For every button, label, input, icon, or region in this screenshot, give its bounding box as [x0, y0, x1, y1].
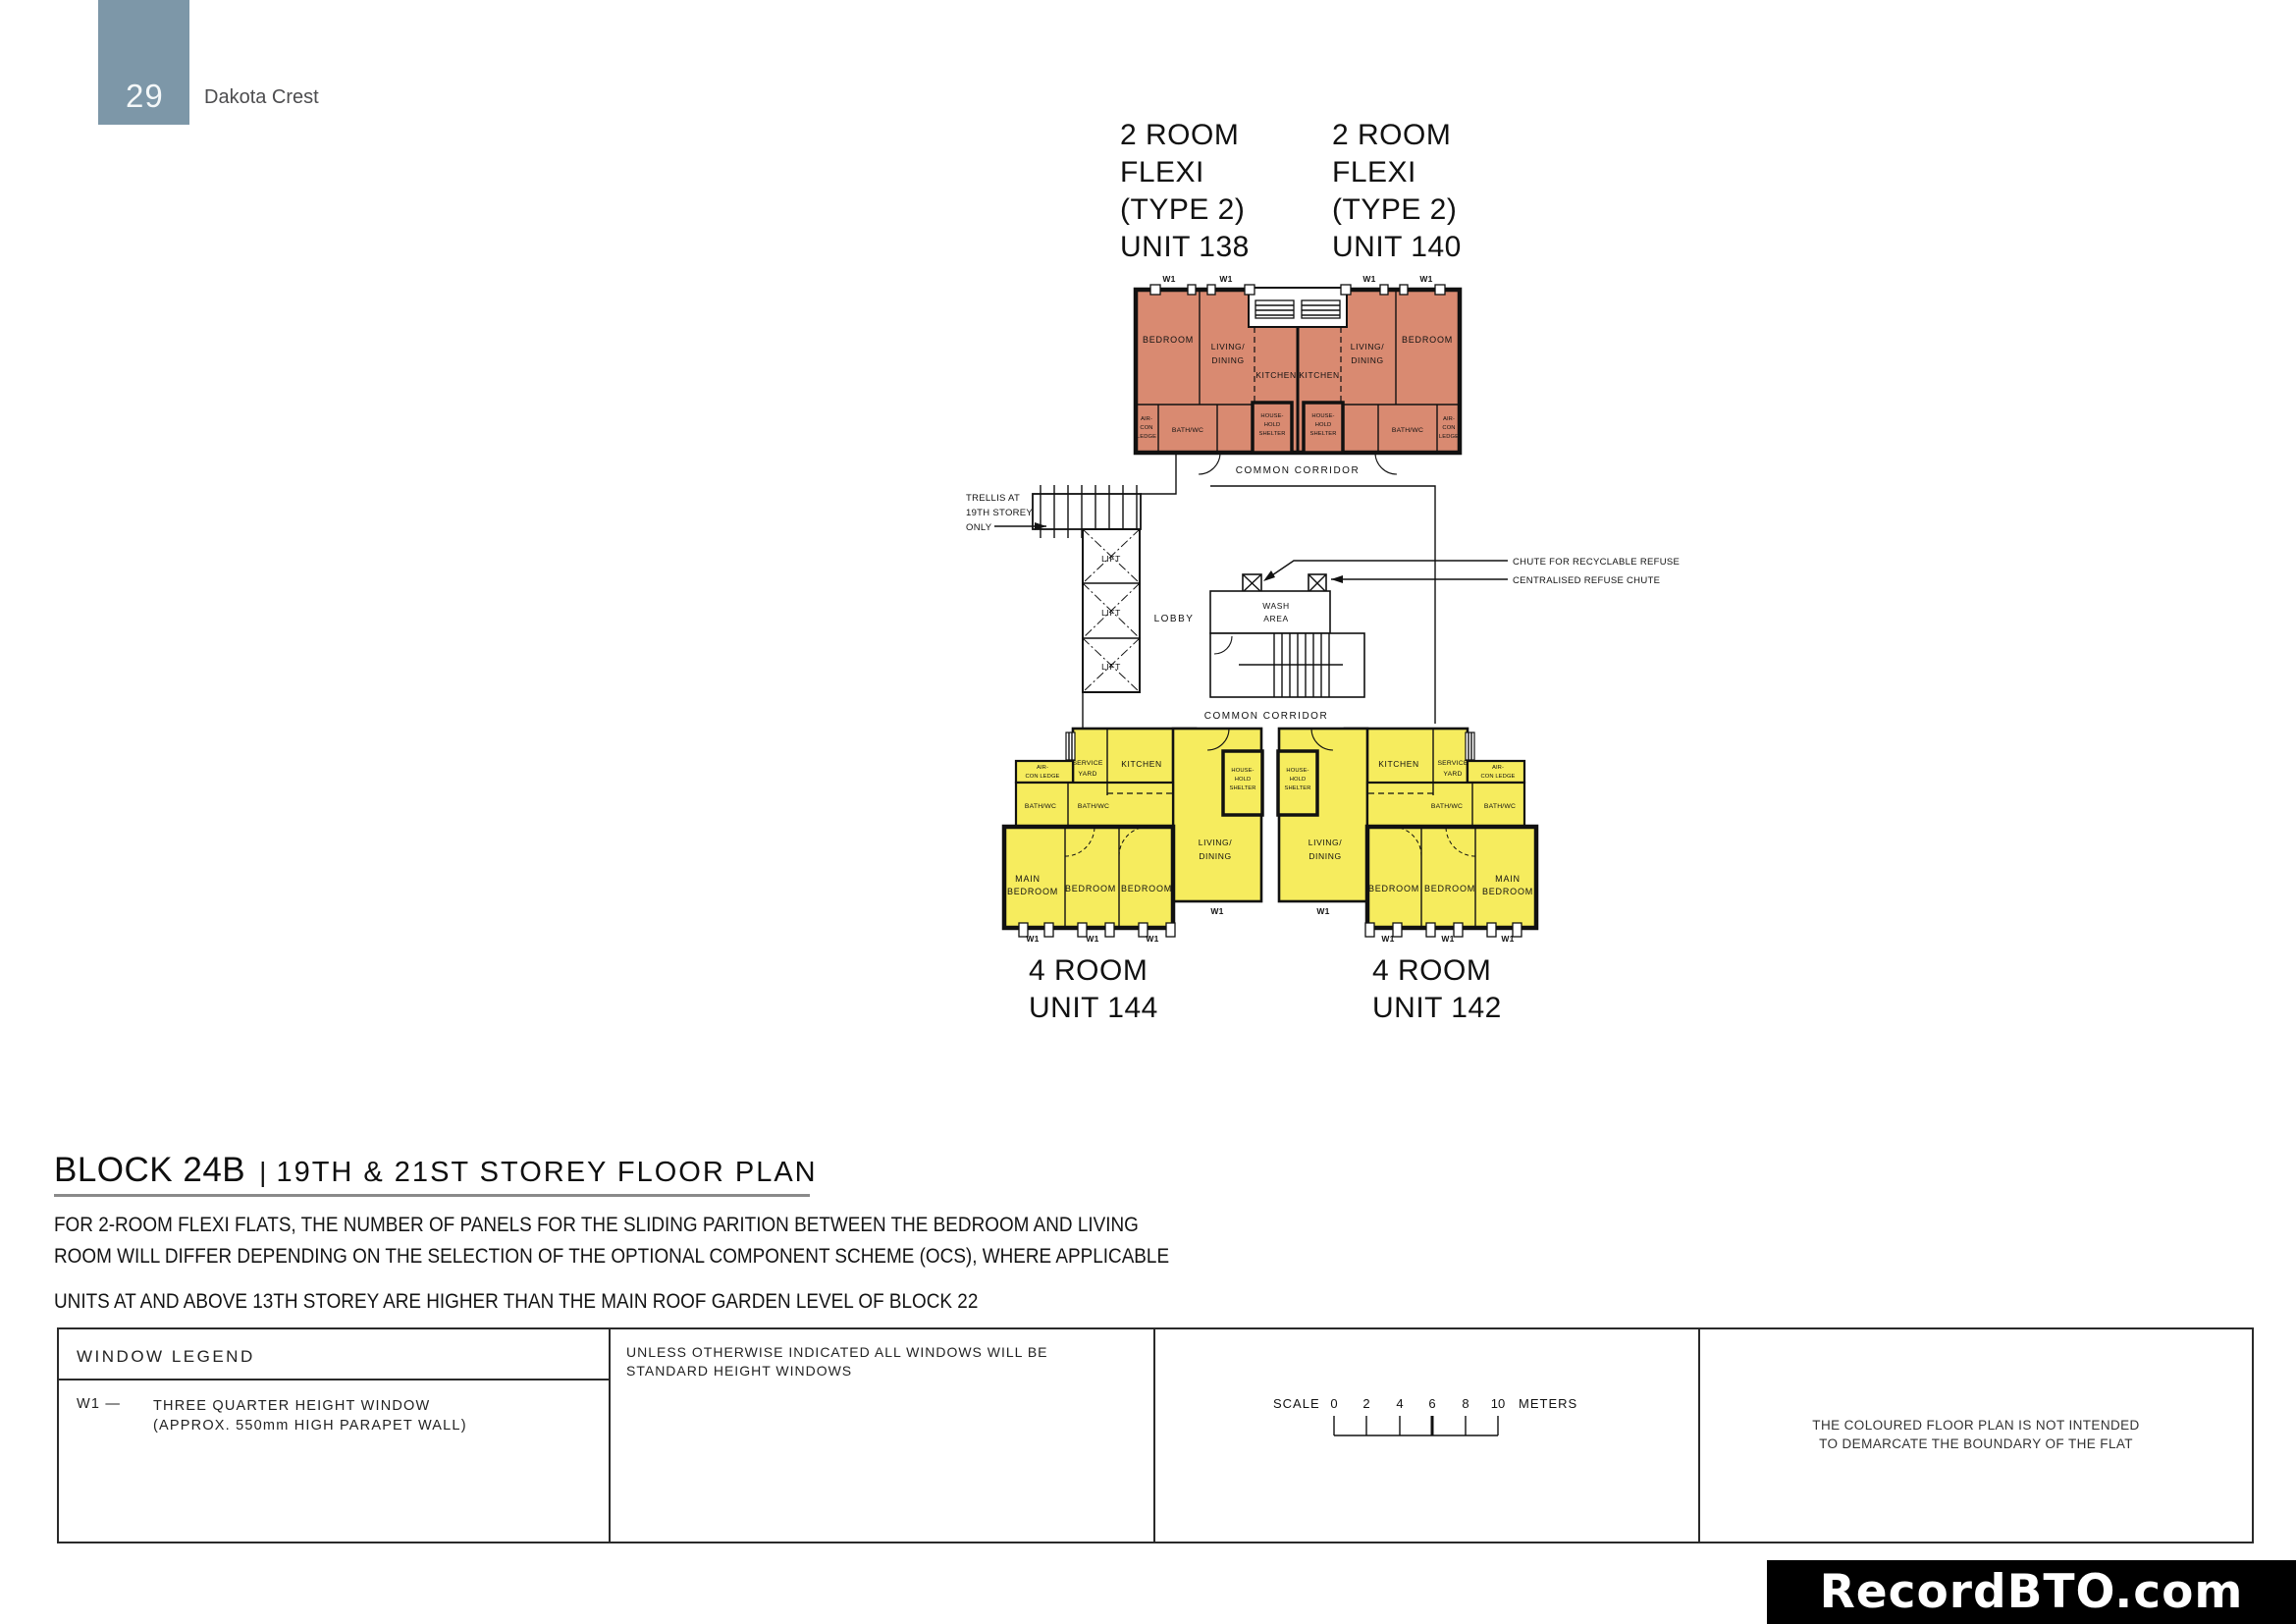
svg-text:SERVICE: SERVICE	[1437, 760, 1468, 767]
svg-text:AREA: AREA	[1263, 614, 1289, 623]
svg-text:ONLY: ONLY	[966, 522, 992, 533]
project-name: Dakota Crest	[204, 86, 319, 108]
block-title: BLOCK 24B	[54, 1151, 246, 1189]
svg-text:UNIT 140: UNIT 140	[1332, 231, 1462, 263]
svg-text:HOUSE-: HOUSE-	[1260, 413, 1284, 419]
unit-142-label	[1372, 954, 1502, 1024]
svg-text:W1: W1	[1381, 934, 1395, 944]
svg-text:KITCHEN: KITCHEN	[1378, 759, 1419, 769]
svg-text:CON LEDGE: CON LEDGE	[1025, 774, 1060, 780]
circulation-core	[966, 454, 1680, 729]
svg-text:BATH/WC: BATH/WC	[1077, 803, 1110, 810]
svg-text:SHELTER: SHELTER	[1284, 785, 1311, 791]
svg-text:TRELLIS AT: TRELLIS AT	[966, 493, 1021, 504]
svg-text:HOUSE-: HOUSE-	[1286, 768, 1309, 774]
svg-text:W1: W1	[1086, 934, 1099, 944]
svg-text:W1: W1	[1419, 274, 1433, 284]
page-number: 29	[126, 78, 164, 114]
svg-text:BEDROOM: BEDROOM	[1120, 884, 1173, 893]
heading-rule	[54, 1194, 810, 1197]
svg-text:W1: W1	[1210, 906, 1224, 916]
svg-text:YARD: YARD	[1078, 771, 1097, 778]
w1-code: W1	[77, 1396, 101, 1412]
svg-text:BATH/WC: BATH/WC	[1024, 803, 1057, 810]
svg-text:AIR-: AIR-	[1037, 765, 1048, 771]
svg-text:4: 4	[1396, 1396, 1404, 1411]
svg-text:BATH/WC: BATH/WC	[1483, 803, 1517, 810]
svg-text:WASH: WASH	[1262, 601, 1290, 611]
svg-text:FLEXI: FLEXI	[1332, 156, 1416, 189]
svg-text:KITCHEN: KITCHEN	[1299, 370, 1340, 380]
svg-text:DINING: DINING	[1351, 355, 1384, 365]
svg-text:COMMON CORRIDOR: COMMON CORRIDOR	[1235, 465, 1361, 476]
note-line: ROOM WILL DIFFER DEPENDING ON THE SELECTION OF THE OPTIONAL COMPONENT SCHEME (OCS), WHERE APPLICABLE	[54, 1244, 1170, 1268]
svg-text:BATH/WC: BATH/WC	[1391, 427, 1424, 434]
heading-separator: |	[259, 1157, 267, 1187]
svg-text:HOLD: HOLD	[1289, 777, 1307, 783]
svg-text:LIFT: LIFT	[1101, 554, 1121, 564]
svg-text:W1: W1	[1162, 274, 1176, 284]
svg-text:AIR-: AIR-	[1141, 416, 1152, 422]
unit-140-label	[1332, 119, 1462, 263]
svg-text:UNIT 144: UNIT 144	[1029, 992, 1158, 1024]
arrow-icon	[1263, 570, 1275, 581]
svg-text:CHUTE FOR RECYCLABLE REFUSE: CHUTE FOR RECYCLABLE REFUSE	[1513, 557, 1681, 568]
lobby-label: LOBBY	[1153, 614, 1195, 624]
svg-text:W1: W1	[1219, 274, 1233, 284]
svg-text:0: 0	[1330, 1396, 1338, 1411]
svg-text:SHELTER: SHELTER	[1258, 431, 1286, 437]
svg-text:HOUSE-: HOUSE-	[1231, 768, 1255, 774]
svg-text:HOUSE-: HOUSE-	[1311, 413, 1335, 419]
storey-subtitle: 19TH & 21ST STOREY FLOOR PLAN	[276, 1157, 818, 1188]
svg-text:BATH/WC: BATH/WC	[1171, 427, 1204, 434]
svg-text:BEDROOM: BEDROOM	[1006, 887, 1059, 896]
svg-text:(TYPE 2): (TYPE 2)	[1332, 193, 1458, 226]
svg-text:MAIN: MAIN	[1495, 874, 1521, 884]
svg-text:YARD: YARD	[1443, 771, 1463, 778]
svg-text:W1: W1	[1146, 934, 1159, 944]
corridor-label-bottom: COMMON CORRIDOR	[1203, 711, 1329, 722]
svg-text:DINING: DINING	[1308, 851, 1342, 861]
svg-text:FLEXI: FLEXI	[1120, 156, 1204, 189]
svg-text:SERVICE: SERVICE	[1072, 760, 1103, 767]
page-number-tab	[98, 0, 189, 125]
svg-text:CON LEDGE: CON LEDGE	[1480, 774, 1516, 780]
window-note: UNLESS OTHERWISE INDICATED ALL WINDOWS WILL BE STANDARD HEIGHT WINDOWS	[626, 1344, 1048, 1379]
w1-desc-line2: (APPROX. 550mm HIGH PARAPET WALL)	[153, 1418, 467, 1434]
svg-text:BEDROOM: BEDROOM	[1064, 884, 1117, 893]
scale-bar	[1273, 1388, 1607, 1447]
watermark-text: RecordBTO.com	[1819, 1565, 2244, 1619]
svg-text:DINING: DINING	[1211, 355, 1245, 365]
block-heading	[54, 1151, 818, 1190]
floor-plan-drawing	[933, 79, 1728, 1041]
svg-text:LIFT: LIFT	[1101, 608, 1121, 618]
wash-area	[1210, 591, 1330, 633]
window-legend-title: WINDOW LEGEND	[77, 1347, 255, 1366]
note-line: UNITS AT AND ABOVE 13TH STOREY ARE HIGHER THAN THE MAIN ROOF GARDEN LEVEL OF BLOCK 22	[54, 1289, 979, 1313]
colour-note-cell	[1700, 1329, 2252, 1542]
svg-text:BEDROOM: BEDROOM	[1142, 335, 1195, 345]
window-legend-cell	[59, 1329, 611, 1542]
svg-text:LIVING/: LIVING/	[1210, 342, 1246, 352]
unit-144-label	[1029, 954, 1158, 1024]
arrow-icon	[1331, 575, 1343, 583]
window-legend-row	[77, 1396, 467, 1435]
staircase	[1210, 633, 1364, 697]
svg-text:(TYPE 2): (TYPE 2)	[1120, 193, 1246, 226]
svg-text:19TH STOREY: 19TH STOREY	[966, 508, 1034, 518]
svg-text:2: 2	[1362, 1396, 1370, 1411]
svg-text:LIFT: LIFT	[1101, 662, 1121, 672]
svg-text:W1: W1	[1026, 934, 1040, 944]
svg-text:BEDROOM: BEDROOM	[1481, 887, 1534, 896]
svg-text:BATH/WC: BATH/WC	[1430, 803, 1464, 810]
svg-text:HOLD: HOLD	[1234, 777, 1252, 783]
svg-text:4 ROOM: 4 ROOM	[1372, 954, 1492, 987]
note-line: FOR 2-ROOM FLEXI FLATS, THE NUMBER OF PANELS FOR THE SLIDING PARITION BETWEEN THE BEDROOM AND LIVING	[54, 1213, 1139, 1236]
scale-cell	[1155, 1329, 1700, 1542]
svg-text:10: 10	[1490, 1396, 1506, 1411]
svg-text:AIR-: AIR-	[1443, 416, 1455, 422]
svg-text:BEDROOM: BEDROOM	[1401, 335, 1454, 345]
four-room-units-plan	[1004, 729, 1536, 944]
svg-text:LIVING/: LIVING/	[1350, 342, 1385, 352]
svg-text:KITCHEN: KITCHEN	[1255, 370, 1297, 380]
svg-text:METERS: METERS	[1519, 1396, 1578, 1411]
svg-text:UNIT 138: UNIT 138	[1120, 231, 1250, 263]
svg-text:CON: CON	[1442, 425, 1456, 431]
legend-table	[57, 1327, 2254, 1543]
svg-text:SCALE: SCALE	[1273, 1396, 1320, 1411]
plan-notes	[54, 1209, 1321, 1317]
svg-text:BEDROOM: BEDROOM	[1423, 884, 1476, 893]
svg-text:MAIN: MAIN	[1015, 874, 1041, 884]
svg-text:2 ROOM: 2 ROOM	[1120, 119, 1240, 151]
svg-text:SHELTER: SHELTER	[1229, 785, 1256, 791]
svg-text:AIR-: AIR-	[1492, 765, 1504, 771]
svg-text:BEDROOM: BEDROOM	[1367, 884, 1420, 893]
w1-desc-line1: THREE QUARTER HEIGHT WINDOW	[153, 1398, 431, 1414]
svg-text:LIVING/: LIVING/	[1198, 838, 1233, 847]
unit-138-label	[1120, 119, 1250, 263]
svg-text:6: 6	[1428, 1396, 1436, 1411]
svg-text:KITCHEN: KITCHEN	[1121, 759, 1162, 769]
window-note-cell	[611, 1329, 1155, 1542]
svg-text:2 ROOM: 2 ROOM	[1332, 119, 1452, 151]
lift-shafts	[1083, 529, 1140, 729]
w1-dash: —	[105, 1396, 122, 1412]
svg-text:CON: CON	[1140, 425, 1153, 431]
svg-text:8: 8	[1462, 1396, 1469, 1411]
svg-text:W1: W1	[1362, 274, 1376, 284]
refuse-chutes	[1243, 557, 1680, 592]
svg-text:W1: W1	[1441, 934, 1455, 944]
svg-text:LEDGE: LEDGE	[1136, 434, 1157, 440]
svg-text:UNIT 142: UNIT 142	[1372, 992, 1502, 1024]
svg-text:SHELTER: SHELTER	[1309, 431, 1337, 437]
two-room-flexi-units-plan	[1136, 274, 1460, 474]
svg-text:LIVING/: LIVING/	[1308, 838, 1343, 847]
svg-text:4 ROOM: 4 ROOM	[1029, 954, 1148, 987]
svg-text:DINING: DINING	[1199, 851, 1232, 861]
svg-text:HOLD: HOLD	[1314, 422, 1332, 428]
colour-note: THE COLOURED FLOOR PLAN IS NOT INTENDED TO DEMARCATE THE BOUNDARY OF THE FLAT	[1812, 1418, 2140, 1451]
svg-text:HOLD: HOLD	[1263, 422, 1281, 428]
svg-text:CENTRALISED REFUSE CHUTE: CENTRALISED REFUSE CHUTE	[1513, 575, 1661, 586]
svg-text:W1: W1	[1316, 906, 1330, 916]
svg-text:W1: W1	[1501, 934, 1515, 944]
window-legend-rule	[59, 1379, 609, 1380]
svg-text:LEDGE: LEDGE	[1438, 434, 1460, 440]
watermark-banner	[1767, 1560, 2296, 1624]
